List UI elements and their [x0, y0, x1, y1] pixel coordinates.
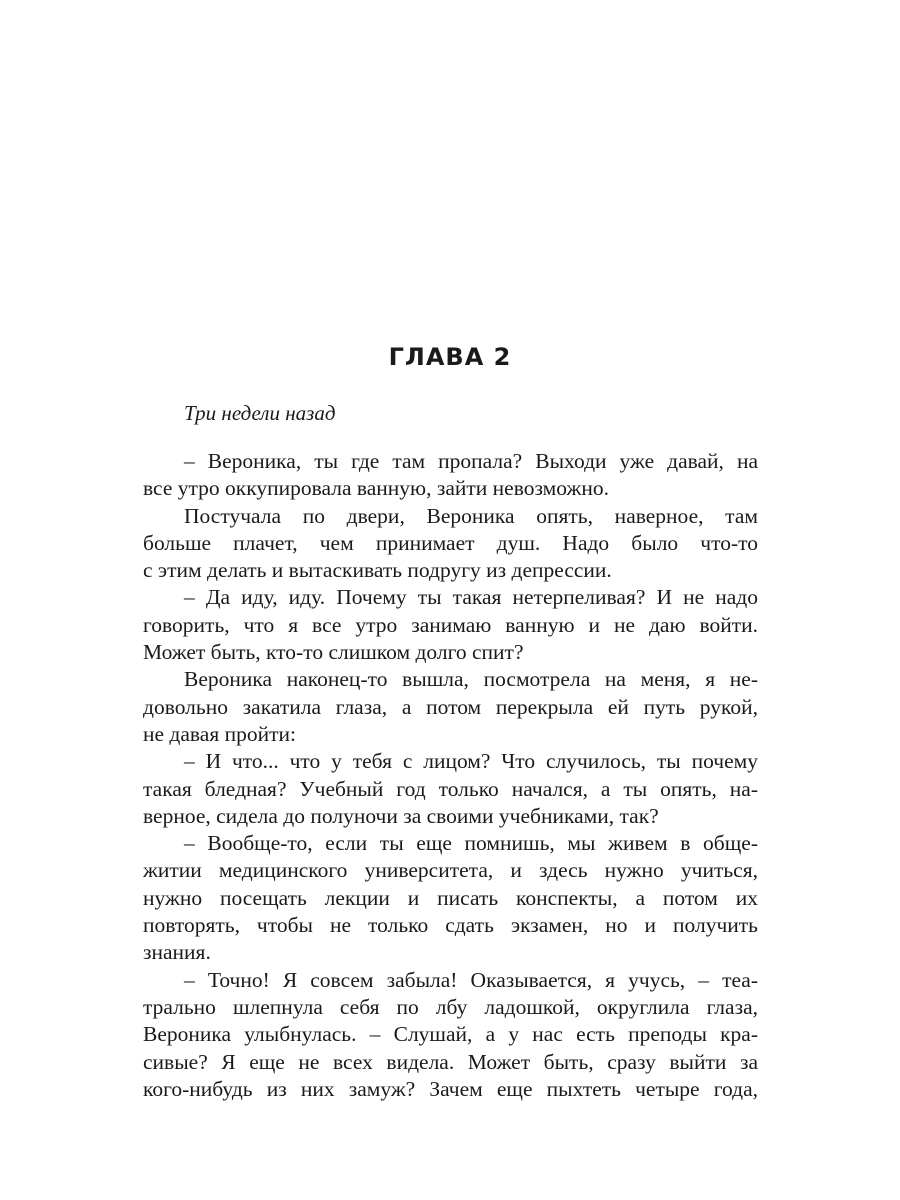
text-line: Постучала по двери, Вероника опять, наверное, там: [184, 503, 758, 528]
text-line: такая бледная? Учебный год только начался, а ты опять, на-: [143, 776, 758, 801]
text-line: все утро оккупировала ванную, зайти невозможно.: [143, 476, 609, 501]
text-line: Может быть, кто-то слишком долго спит?: [143, 640, 524, 665]
text-line: кого-нибудь из них замуж? Зачем еще пыхтеть четыре года,: [143, 1076, 758, 1101]
text-line: говорить, что я все утро занимаю ванную и не даю войти.: [143, 612, 758, 637]
text-line: довольно закатила глаза, а потом перекрыла ей путь рукой,: [143, 694, 758, 719]
text-line: сивые? Я еще не всех видела. Может быть, сразу выйти за: [143, 1049, 758, 1074]
text-line: – Точно! Я совсем забыла! Оказывается, я учусь, – теа-: [184, 967, 758, 992]
text-line: – Да иду, иду. Почему ты такая нетерпеливая? И не надо: [184, 585, 758, 610]
chapter-title: ГЛАВА 2: [388, 343, 512, 371]
body-text: [143, 448, 758, 1103]
text-line: повторять, чтобы не только сдать экзамен, но и получить: [143, 913, 758, 938]
text-line: с этим делать и вытаскивать подругу из депрессии.: [143, 558, 612, 583]
text-line: нужно посещать лекции и писать конспекты, а потом их: [143, 885, 758, 910]
text-line: больше плачет, чем принимает душ. Надо было что-то: [143, 530, 758, 555]
text-line: – Вероника, ты где там пропала? Выходи уже давай, на: [184, 449, 758, 473]
text-line: – Вообще-то, если ты еще помнишь, мы живем в обще-: [184, 831, 758, 856]
chapter-epigraph: Три недели назад: [184, 401, 336, 425]
text-line: верное, сидела до полуночи за своими учебниками, так?: [143, 803, 659, 828]
text-line: трально шлепнула себя по лбу ладошкой, округлила глаза,: [143, 994, 758, 1019]
text-line: не давая пройти:: [143, 721, 296, 746]
text-line: житии медицинского университета, и здесь нужно учиться,: [143, 858, 758, 883]
text-line: Вероника наконец-то вышла, посмотрела на меня, я не-: [184, 667, 758, 692]
text-line: Вероника улыбнулась. – Слушай, а у нас есть преподы кра-: [143, 1022, 758, 1047]
text-line: – И что... что у тебя с лицом? Что случилось, ты почему: [184, 749, 758, 774]
text-line: знания.: [143, 940, 211, 965]
